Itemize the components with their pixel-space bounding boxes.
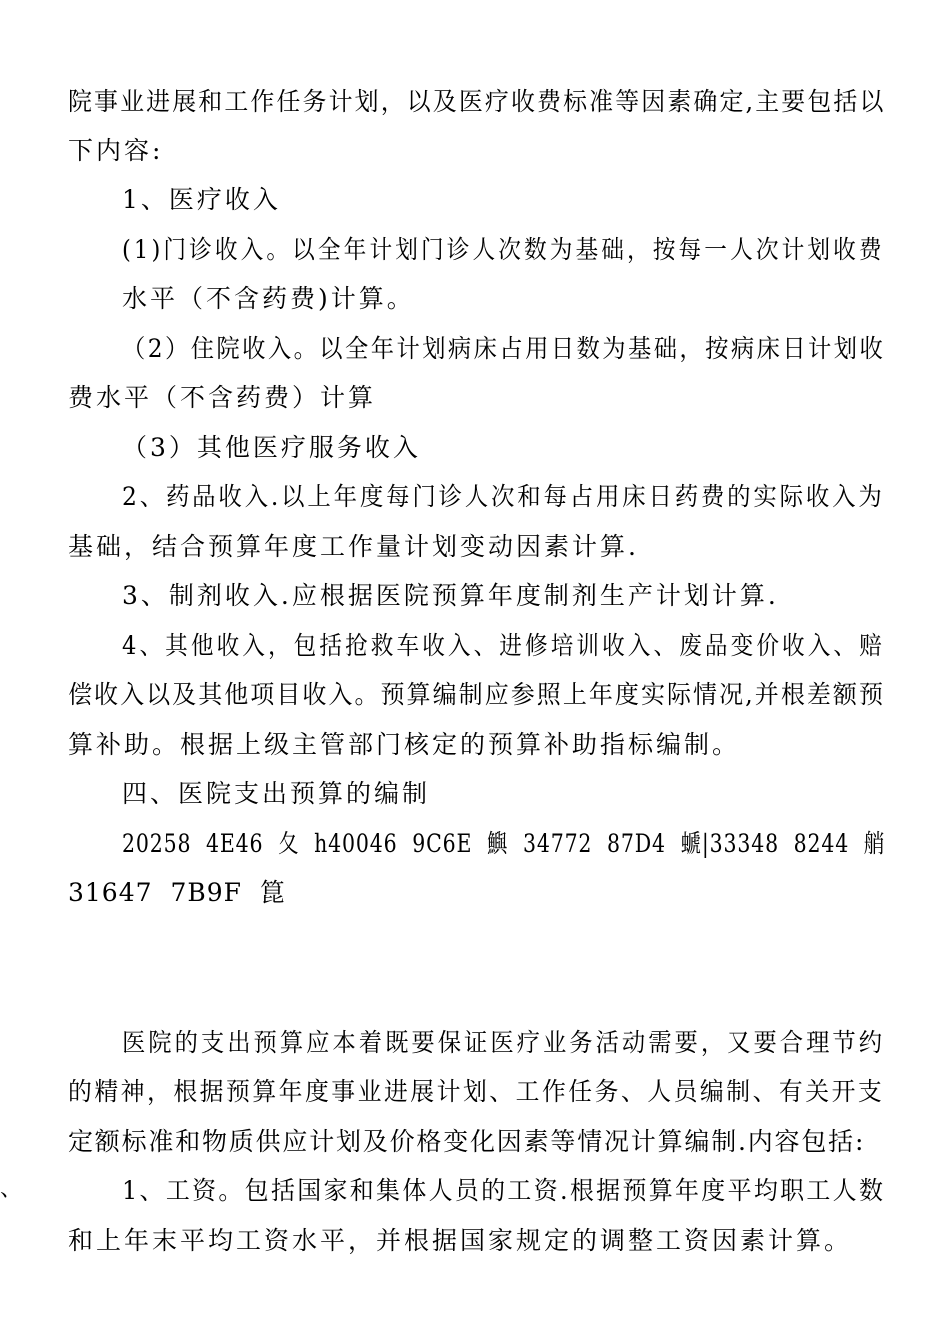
- paragraph-line: 基础，结合预算年度工作量计划变动因素计算.: [68, 532, 639, 561]
- paragraph-line: 偿收入以及其他项目收入。预算编制应参照上年度实际情况,并根差额预: [68, 680, 886, 709]
- section-heading: 四、医院支出预算的编制: [122, 779, 431, 808]
- paragraph-line: 2、药品收入.以上年度每门诊人次和每占用床日药费的实际收入为: [122, 482, 885, 511]
- section-heading: 1、医疗收入: [122, 185, 281, 214]
- paragraph-line: 的精神，根据预算年度事业进展计划、工作任务、人员编制、有关开支: [68, 1077, 885, 1106]
- paragraph-line: 1、工资。包括国家和集体人员的工资.根据预算年度平均职工人数: [122, 1176, 886, 1205]
- paragraph-line: 定额标准和物质供应计划及价格变化因素等情况计算编制.内容包括:: [68, 1127, 866, 1156]
- paragraph-line: (1)门诊收入。以全年计划门诊人次数为基础，按每一人次计划收费: [122, 235, 885, 264]
- paragraph-line: 医院的支出预算应本着既要保证医疗业务活动需要，又要合理节约: [122, 1028, 886, 1057]
- paragraph-line: （3）其他医疗服务收入: [122, 433, 421, 462]
- paragraph-line: 院事业进展和工作任务计划，以及医疗收费标准等因素确定,主要包括以: [68, 87, 886, 116]
- paragraph-line: 算补助。根据上级主管部门核定的预算补助指标编制。: [68, 730, 741, 759]
- paragraph-line: 4、其他收入，包括抢救车收入、进修培训收入、废品变价收入、赔: [122, 631, 885, 660]
- paragraph-line: 费水平（不含药费）计算: [68, 383, 377, 412]
- paragraph-line: 3、制剂收入.应根据医院预算年度制剂生产计划计算.: [122, 581, 779, 610]
- paragraph-line: 下内容:: [68, 136, 164, 165]
- character-code-line: 31647 7B9F 箟: [68, 878, 286, 907]
- paragraph-line: （2）住院收入。以全年计划病床占用日数为基础，按病床日计划收: [122, 334, 886, 363]
- margin-mark: 、: [0, 1177, 23, 1202]
- character-code-line: 20258 4E46 夂 h40046 9C6E 鱮 34772 87D4 螔|33348 8244 艄: [122, 829, 886, 858]
- paragraph-line: 水平（不含药费)计算。: [122, 284, 415, 313]
- paragraph-line: 和上年末平均工资水平，并根据国家规定的调整工资因素计算。: [68, 1226, 853, 1255]
